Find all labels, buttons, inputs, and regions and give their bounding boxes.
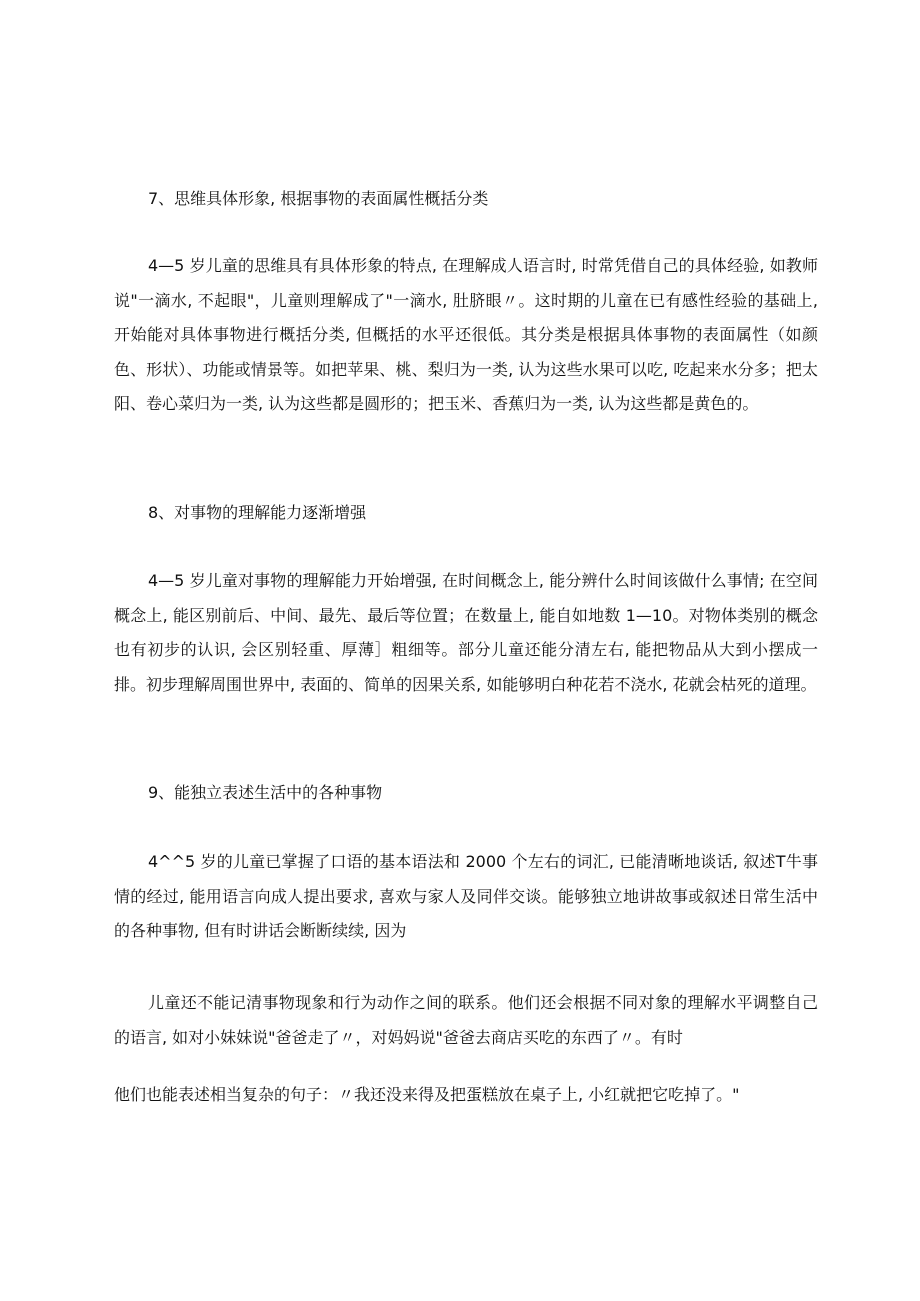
section-9-heading: 9、能独立表述生活中的各种事物 [148, 783, 383, 802]
section-9-body: 4^^5 岁的儿童已掌握了口语的基本语法和 2000 个左右的词汇, 已能清晰地谈话, 叙述T牛事情的经过, 能用语言向成人提出要求, 喜欢与家人及同伴交谈。能够独立地讲故事或叙述日常生活中的各种事物, 但有时讲话会断断续续, 因为 [114, 852, 818, 940]
section-7-heading: 7、思维具体形象, 根据事物的表面属性概括分类 [148, 189, 489, 208]
section-9-last-line: 他们也能表述相当复杂的句子：〃我还没来得及把蛋糕放在桌子上, 小红就把它吃掉了。" [114, 1085, 740, 1104]
section-7-body: 4—5 岁儿童的思维具有具体形象的特点, 在理解成人语言时, 时常凭借自己的具体经验, 如教师说"一滴水, 不起眼"，儿童则理解成了"一滴水, 肚脐眼〃。这时期的儿童在已有感性经验的基础上, 开始能对具体事物进行概括分类, 但概括的水平还很低。其分类是根据具体事物的表面属性（如颜色、形状）、功能或情景等。如把苹果、桃、梨归为一类, 认为这些水果可以吃, 吃起来水分多；把太阳、卷心菜归为一类, 认为这些都是圆形的；把玉米、香蕉归为一类, 认为这些都是黄色的。 [114, 256, 818, 413]
section-9-continuation: 儿童还不能记清事物现象和行为动作之间的联系。他们还会根据不同对象的理解水平调整自己的语言, 如对小妹妹说"爸爸走了〃，对妈妈说"爸爸去商店买吃的东西了〃。有时 [114, 993, 818, 1047]
section-8-heading: 8、对事物的理解能力逐渐增强 [148, 503, 367, 522]
section-8-body: 4—5 岁儿童对事物的理解能力开始增强, 在时间概念上, 能分辨什么时间该做什么事情; 在空间概念上, 能区别前后、中间、最先、最后等位置；在数量上, 能自如地数 1—10。对物体类别的概念也有初步的认识, 会区别轻重、厚薄］粗细等。部分儿童还能分清左右, 能把物品从大到小摆成一排。初步理解周围世界中, 表面的、简单的因果关系, 如能够明白种花若不浇水, 花就会枯死的道理。 [114, 571, 818, 694]
